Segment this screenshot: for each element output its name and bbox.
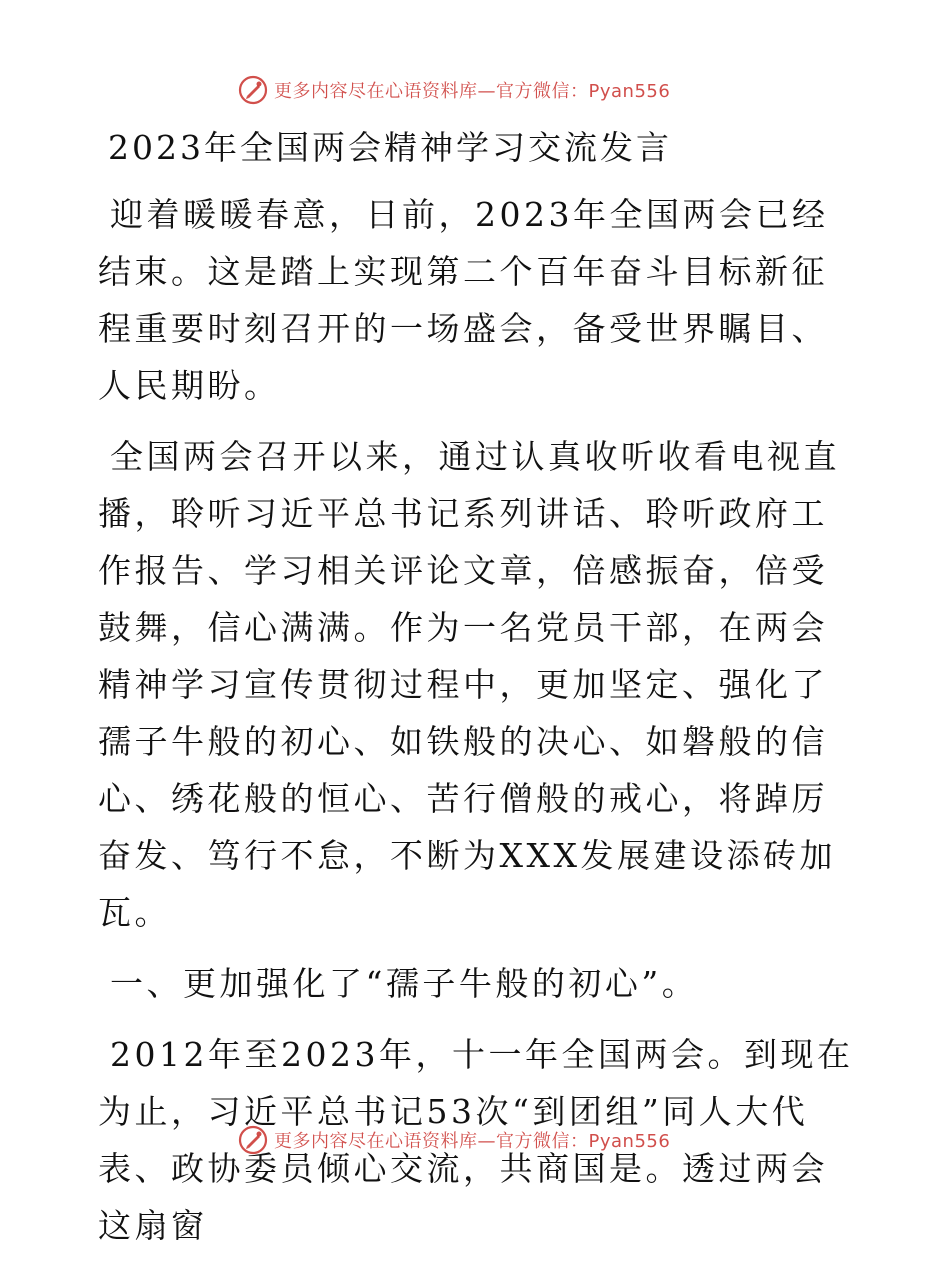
paragraph: 迎着暖暖春意，日前，2023年全国两会已经结束。这是踏上实现第二个百年奋斗目标新征程重要时刻召开的一场盛会，备受世界瞩目、人民期盼。 bbox=[98, 195, 829, 405]
watermark-footer bbox=[238, 1122, 670, 1158]
section-heading: 一、更加强化了“孺子牛般的初心”。 bbox=[110, 964, 699, 1003]
paragraph: 2012年至2023年，十一年全国两会。到现在为止，习近平总书记53次“到团组”同人大代表、政协委员倾心交流，共商国是。透过两会这扇窗 bbox=[98, 1035, 854, 1245]
paragraph: 全国两会召开以来，通过认真收听收看电视直播，聆听习近平总书记系列讲话、聆听政府工作报告、学习相关评论文章，倍感振奋，倍受鼓舞，信心满满。作为一名党员干部，在两会精神学习宣传贯彻过程中，更加坚定、强化了孺子牛般的初心、如铁般的决心、如磐般的信心、绣花般的恒心、苦行僧般的戒心，将踔厉奋发、笃行不怠，不断为XXX发展建设添砖加瓦。 bbox=[98, 437, 840, 932]
watermark-text: 更多内容尽在心语资料库—官方微信：Pyan556 bbox=[274, 81, 671, 102]
pen-logo-icon bbox=[238, 75, 268, 105]
document-title: 2023年全国两会精神学习交流发言 bbox=[108, 128, 672, 167]
watermark-header bbox=[238, 72, 670, 108]
document-body bbox=[98, 122, 858, 1268]
pen-logo-icon bbox=[238, 1125, 268, 1155]
watermark-text: 更多内容尽在心语资料库—官方微信：Pyan556 bbox=[274, 1131, 671, 1152]
